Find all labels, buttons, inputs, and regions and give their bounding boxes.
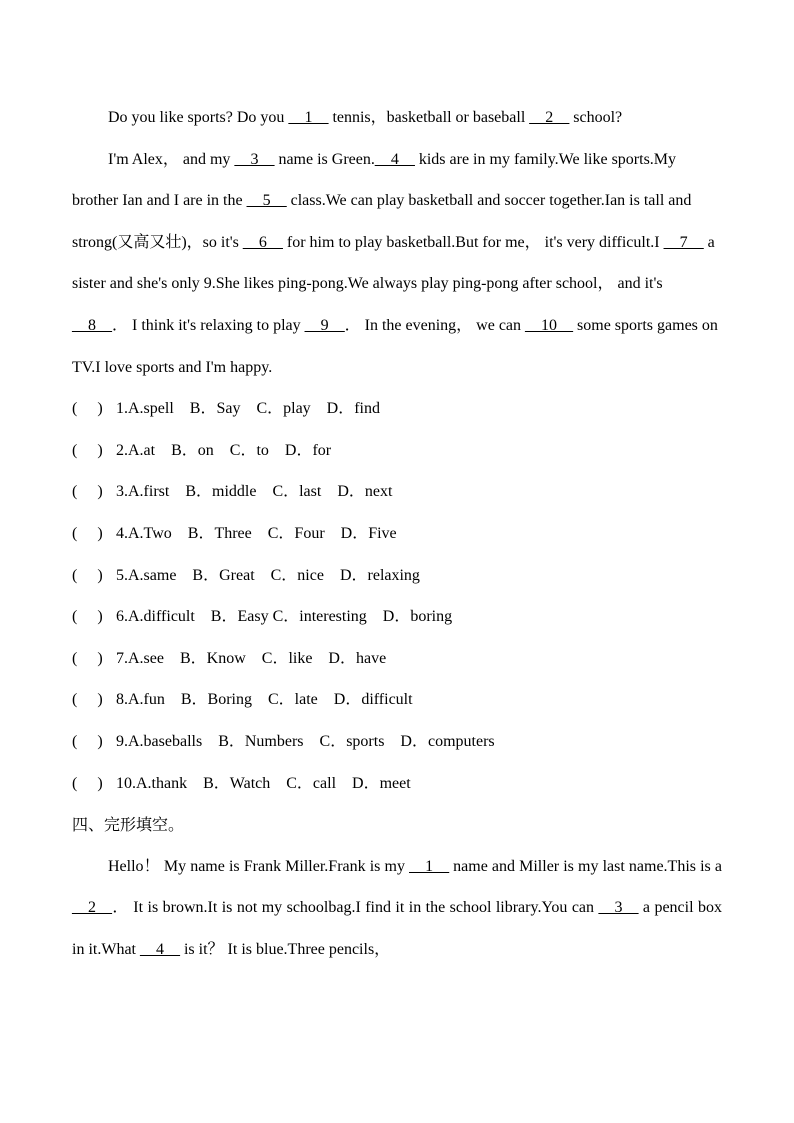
option-row-7: [72, 638, 722, 680]
answer-paren: ( ): [72, 524, 103, 542]
option-text: 5.A.same B．Great C．nice D．relaxing: [116, 566, 420, 584]
option-text: 7.A.see B．Know C．like D．have: [116, 649, 387, 667]
text-segment: ． I think it's relaxing to play: [112, 316, 305, 334]
answer-paren: ( ): [72, 483, 103, 501]
blank-5: __5__: [246, 192, 287, 210]
answer-paren: ( ): [72, 732, 103, 750]
text-segment: school?: [569, 109, 623, 126]
section-title: 四、完形填空。: [72, 815, 185, 835]
passage-one-paragraph-2: [72, 139, 722, 389]
passage-two: [72, 846, 722, 971]
text-segment: kids are in my family.We like sports.My brother Ian and I are in the: [72, 150, 677, 210]
answer-paren: ( ): [72, 649, 103, 667]
passage-two-paragraph: [72, 846, 722, 971]
option-text: 1.A.spell B．Say C．play D．find: [116, 400, 380, 418]
text-segment: a sister and she's only 9.She likes ping-pong.We always play ping-pong after school， and it's: [72, 233, 715, 293]
blank-8: __8__: [72, 316, 112, 334]
document-page: [72, 97, 722, 970]
text-segment: I'm Alex， and my: [108, 150, 235, 168]
option-text: 4.A.Two B．Three C．Four D．Five: [116, 524, 397, 542]
blank-3: __3__: [234, 150, 275, 168]
option-row-9: [72, 721, 722, 763]
answer-paren: ( ): [72, 400, 103, 418]
option-row-5: [72, 555, 722, 597]
answer-paren: ( ): [72, 608, 103, 626]
option-row-3: [72, 471, 722, 513]
option-row-2: [72, 430, 722, 472]
blank-4: __4__: [139, 940, 180, 958]
option-text: 2.A.at B．on C．to D．for: [116, 441, 332, 459]
blank-10: __10__: [525, 316, 574, 334]
option-text: 3.A.first B．middle C．last D．next: [116, 483, 393, 501]
passage-one: [72, 97, 722, 388]
text-segment: tennis，basketball or baseball: [328, 109, 530, 126]
answer-paren: ( ): [72, 441, 103, 459]
blank-6: __6__: [242, 233, 283, 251]
text-segment: name and Miller is my last name.This is a: [449, 857, 722, 875]
answer-options-list: [72, 388, 722, 804]
option-row-1: [72, 388, 722, 430]
text-segment: class.We can play basketball and soccer together.Ian is tall and strong(又高又壮)，so it's: [72, 192, 692, 251]
text-segment: is it？ It is blue.Three pencils，: [179, 940, 391, 958]
text-segment: Hello！ My name is Frank Miller.Frank is my: [108, 857, 410, 875]
text-segment: Do you like sports? Do you: [108, 109, 289, 126]
blank-2: __2__: [529, 109, 570, 126]
text-segment: ． In the evening， we can: [344, 316, 526, 334]
option-row-10: [72, 763, 722, 805]
answer-paren: ( ): [72, 691, 103, 709]
text-segment: name is Green.: [274, 150, 375, 168]
blank-9: __9__: [304, 316, 345, 334]
blank-1: __1__: [288, 109, 329, 126]
answer-paren: ( ): [72, 566, 103, 584]
text-segment: some sports games on TV.I love sports and I'm happy.: [72, 316, 718, 376]
option-text: 10.A.thank B．Watch C．call D．meet: [116, 774, 411, 792]
text-segment: a pencil box in it.What: [72, 899, 722, 958]
option-text: 6.A.difficult B．Easy C．interesting D．boring: [116, 608, 453, 626]
blank-7: __7__: [663, 233, 704, 251]
blank-1: __1__: [409, 857, 450, 875]
blank-2: __2__: [72, 899, 112, 917]
option-text: 8.A.fun B．Boring C．late D．difficult: [116, 691, 413, 709]
option-row-6: [72, 596, 722, 638]
answer-paren: ( ): [72, 774, 103, 792]
passage-one-line-1: [72, 97, 722, 139]
option-row-4: [72, 513, 722, 555]
blank-4: __4__: [374, 150, 415, 168]
blank-3: __3__: [598, 899, 639, 917]
text-segment: for him to play basketball.But for me， it's very difficult.I: [282, 233, 664, 251]
option-row-8: [72, 679, 722, 721]
text-segment: ． It is brown.It is not my schoolbag.I find it in the school library.You can: [112, 899, 599, 917]
option-text: 9.A.baseballs B．Numbers C．sports D．computers: [116, 732, 495, 750]
